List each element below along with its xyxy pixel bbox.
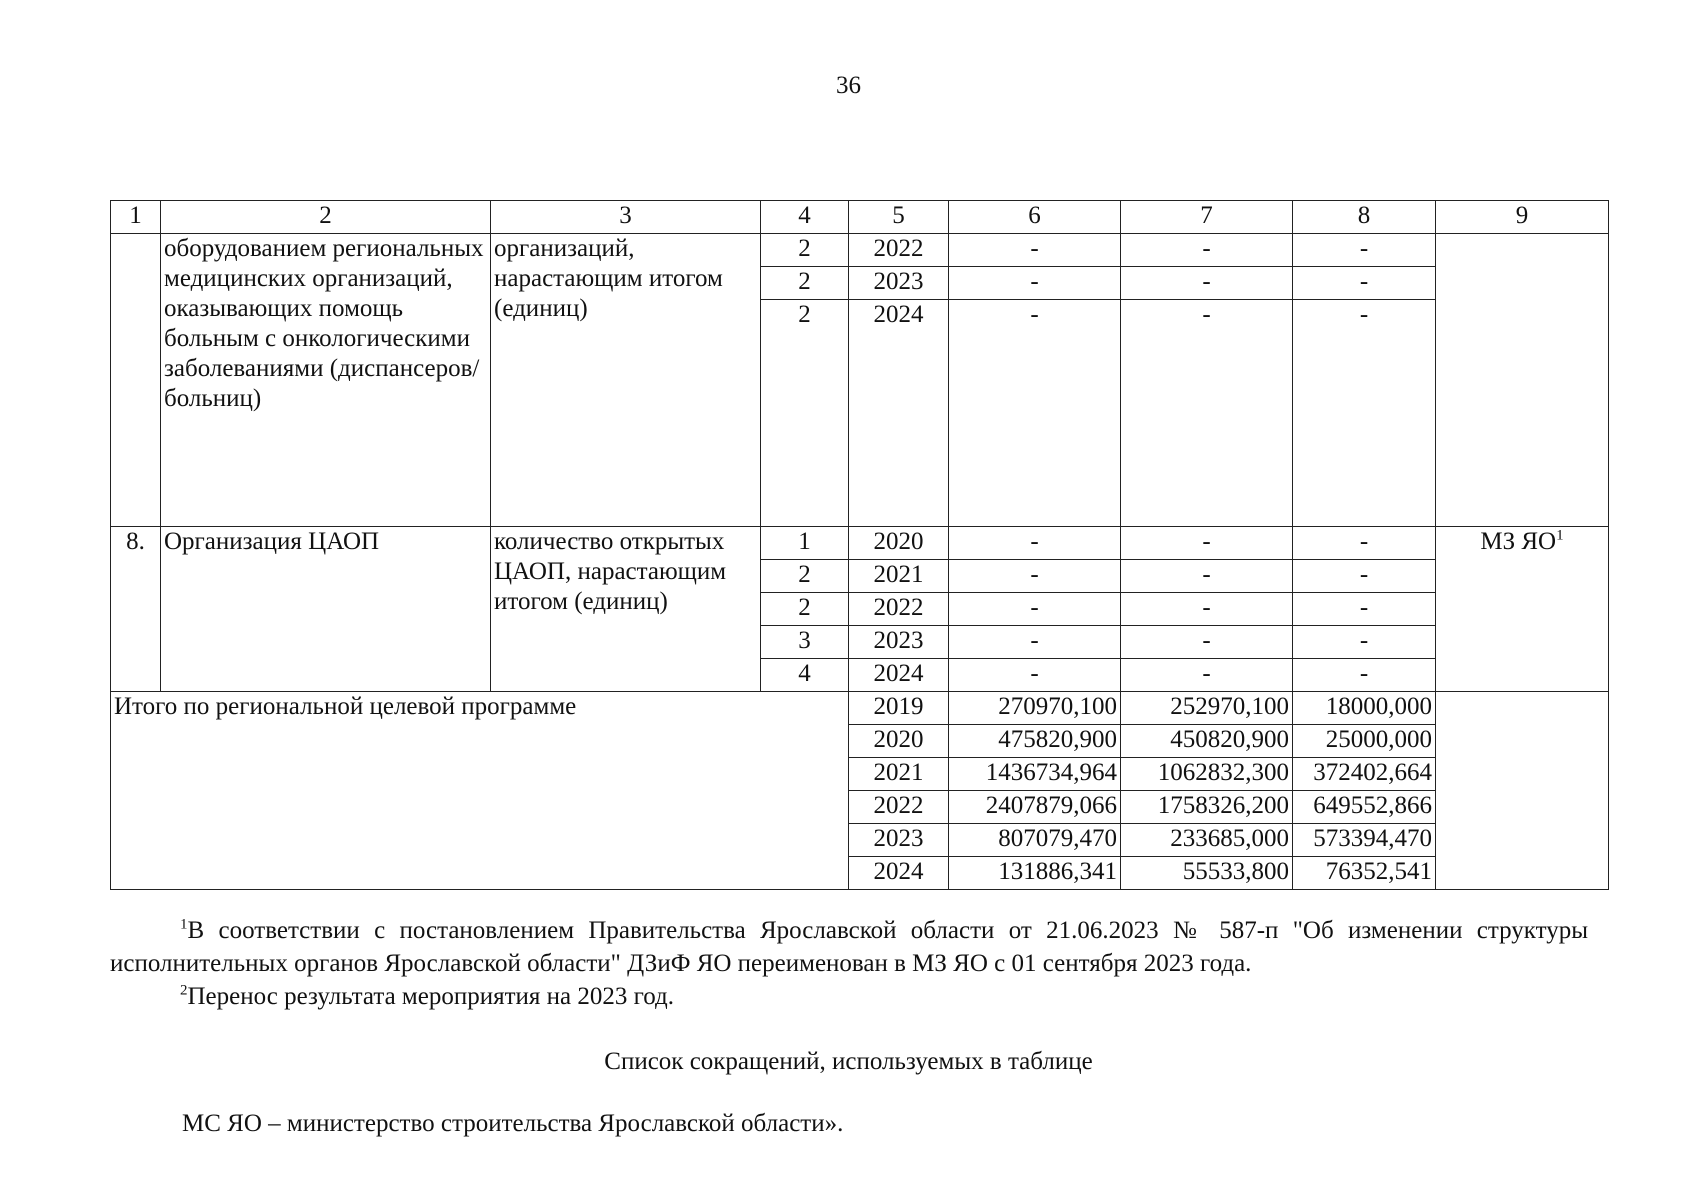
- total-label: Итого по региональной целевой программе: [111, 692, 849, 890]
- abbreviations-title: Список сокращений, используемых в таблице: [604, 1048, 1093, 1075]
- executor-cell: [1436, 234, 1609, 527]
- year-cell: 2024: [849, 857, 949, 890]
- header-cell: 4: [761, 201, 849, 234]
- finance-total: 131886,341: [949, 857, 1121, 890]
- year-cell: 2023: [849, 824, 949, 857]
- year-cell: 2020: [849, 725, 949, 758]
- finance-col8: 76352,541: [1293, 857, 1436, 890]
- finance-col7: -: [1121, 527, 1293, 560]
- row-number: [111, 234, 161, 527]
- executor-name: МЗ ЯО: [1480, 528, 1557, 555]
- row-number: 8.: [111, 527, 161, 692]
- finance-col7: 233685,000: [1121, 824, 1293, 857]
- finance-col8: 573394,470: [1293, 824, 1436, 857]
- finance-total: -: [949, 593, 1121, 626]
- year-cell: 2023: [849, 267, 949, 300]
- header-cell: 9: [1436, 201, 1609, 234]
- footnotes: [110, 914, 1588, 1013]
- footnote-mark: 2: [180, 982, 188, 999]
- table-row: [111, 527, 1609, 560]
- finance-col8: 372402,664: [1293, 758, 1436, 791]
- finance-col7: 252970,100: [1121, 692, 1293, 725]
- finance-total: -: [949, 527, 1121, 560]
- finance-col7: 450820,900: [1121, 725, 1293, 758]
- finance-col8: 25000,000: [1293, 725, 1436, 758]
- finance-col7: 1062832,300: [1121, 758, 1293, 791]
- footnote-text: В соответствии с постановлением Правительства Ярославской области от 21.06.2023 № 587-п "Об изменении структуры исполнительных органов Ярославской области" ДЗиФ ЯО переименован в МЗ ЯО с 01 сентября 2023 года.: [110, 917, 1588, 977]
- finance-total: 807079,470: [949, 824, 1121, 857]
- header-row: [111, 201, 1609, 234]
- indicator-value: 2: [761, 267, 849, 300]
- finance-total: 475820,900: [949, 725, 1121, 758]
- footnote-2: [110, 980, 1588, 1013]
- finance-col7: -: [1121, 659, 1293, 692]
- header-cell: 5: [849, 201, 949, 234]
- finance-total: -: [949, 626, 1121, 659]
- indicator-value: 2: [761, 560, 849, 593]
- year-cell: 2021: [849, 560, 949, 593]
- header-cell: 6: [949, 201, 1121, 234]
- finance-col8: -: [1293, 234, 1436, 267]
- indicator-name: организаций, нарастающим итогом (единиц): [491, 234, 761, 527]
- indicator-value: 2: [761, 593, 849, 626]
- year-cell: 2024: [849, 300, 949, 527]
- year-cell: 2020: [849, 527, 949, 560]
- finance-col8: -: [1293, 560, 1436, 593]
- finance-col7: 55533,800: [1121, 857, 1293, 890]
- executor-cell: [1436, 692, 1609, 890]
- finance-col8: 649552,866: [1293, 791, 1436, 824]
- total-row: [111, 692, 1609, 725]
- finance-col7: -: [1121, 300, 1293, 527]
- finance-total: 1436734,964: [949, 758, 1121, 791]
- event-name: Организация ЦАОП: [161, 527, 491, 692]
- finance-total: 2407879,066: [949, 791, 1121, 824]
- footnote-text: Перенос результата мероприятия на 2023 год.: [187, 983, 675, 1010]
- footnote-mark: 1: [180, 916, 188, 933]
- year-cell: 2022: [849, 234, 949, 267]
- finance-col7: 1758326,200: [1121, 791, 1293, 824]
- finance-col8: -: [1293, 593, 1436, 626]
- header-cell: 2: [161, 201, 491, 234]
- indicator-value: 2: [761, 300, 849, 527]
- year-cell: 2022: [849, 593, 949, 626]
- header-cell: 8: [1293, 201, 1436, 234]
- footnote-1: [110, 914, 1588, 980]
- finance-col7: -: [1121, 234, 1293, 267]
- indicator-value: 4: [761, 659, 849, 692]
- finance-total: -: [949, 234, 1121, 267]
- year-cell: 2021: [849, 758, 949, 791]
- page-number: 36: [836, 72, 861, 99]
- header-cell: 1: [111, 201, 161, 234]
- finance-col7: -: [1121, 626, 1293, 659]
- indicator-value: 2: [761, 234, 849, 267]
- finance-total: -: [949, 659, 1121, 692]
- indicator-value: 3: [761, 626, 849, 659]
- header-cell: 3: [491, 201, 761, 234]
- finance-total: -: [949, 300, 1121, 527]
- event-name: оборудованием региональных медицинских организаций, оказывающих помощь больным с онкологическими заболеваниями (диспансеров/больниц): [161, 234, 491, 527]
- year-cell: 2024: [849, 659, 949, 692]
- finance-total: -: [949, 267, 1121, 300]
- program-table: [110, 200, 1609, 890]
- year-cell: 2023: [849, 626, 949, 659]
- finance-col8: 18000,000: [1293, 692, 1436, 725]
- finance-col8: -: [1293, 659, 1436, 692]
- header-cell: 7: [1121, 201, 1293, 234]
- finance-total: 270970,100: [949, 692, 1121, 725]
- table-row: [111, 234, 1609, 267]
- finance-col8: -: [1293, 527, 1436, 560]
- indicator-name: количество открытых ЦАОП, нарастающим итогом (единиц): [491, 527, 761, 692]
- finance-total: -: [949, 560, 1121, 593]
- year-cell: 2022: [849, 791, 949, 824]
- finance-col8: -: [1293, 626, 1436, 659]
- abbreviation-item: МС ЯО – министерство строительства Ярославской области».: [182, 1110, 844, 1137]
- finance-col7: -: [1121, 267, 1293, 300]
- finance-col8: -: [1293, 300, 1436, 527]
- finance-col7: -: [1121, 560, 1293, 593]
- footnote-mark: 1: [1556, 527, 1564, 544]
- indicator-value: 1: [761, 527, 849, 560]
- finance-col8: -: [1293, 267, 1436, 300]
- executor-cell: [1436, 527, 1609, 692]
- finance-col7: -: [1121, 593, 1293, 626]
- year-cell: 2019: [849, 692, 949, 725]
